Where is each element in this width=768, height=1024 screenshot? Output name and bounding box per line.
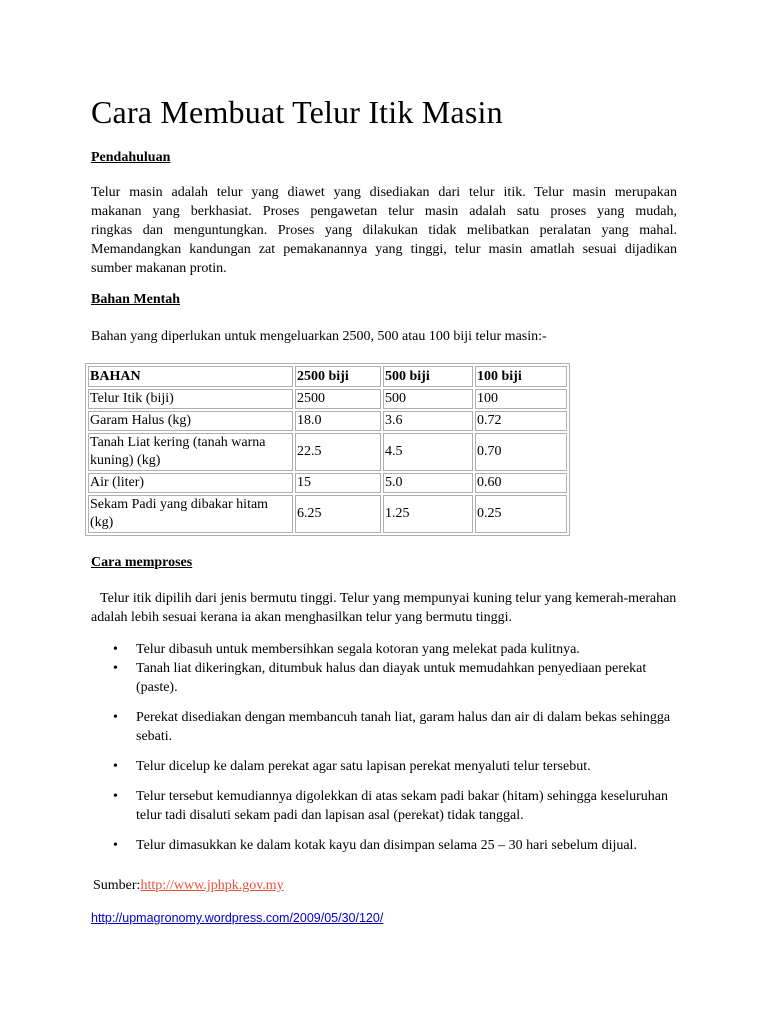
step-text: Telur dicelup ke dalam perekat agar satu lapisan perekat menyaluti telur tersebut.	[136, 759, 591, 774]
list-item	[91, 757, 681, 776]
source-label: Sumber:	[93, 878, 141, 893]
list-item	[91, 787, 681, 825]
table-cell: 100	[475, 389, 567, 409]
table-cell: Air (liter)	[88, 473, 293, 493]
intro-line: makanan yang berkhasiat. Proses pengawetan telur masin adalah satu proses yang mudah,	[91, 204, 677, 219]
source-line	[93, 876, 284, 895]
table-header-cell: 100 biji	[475, 366, 567, 387]
bullet-icon: •	[113, 710, 118, 725]
table-header-cell: BAHAN	[88, 366, 293, 387]
ingredients-table	[85, 363, 570, 536]
list-item	[91, 836, 681, 855]
table-cell: 0.72	[475, 411, 567, 431]
table-cell: Telur Itik (biji)	[88, 389, 293, 409]
step-text: Telur dibasuh untuk membersihkan segala kotoran yang melekat pada kulitnya.	[136, 642, 580, 657]
table-cell: 18.0	[295, 411, 381, 431]
bullet-icon: •	[113, 759, 118, 774]
proses-intro: Telur itik dipilih dari jenis bermutu tinggi. Telur yang mempunyai kuning telur yang kemerah-merahan adalah lebih sesuai kerana ia akan menghasilkan telur yang bermutu tinggi.	[91, 591, 677, 625]
bullet-icon: •	[113, 789, 118, 804]
table-cell: 2500	[295, 389, 381, 409]
table-cell: 500	[383, 389, 473, 409]
table-cell: 4.5	[383, 433, 473, 471]
table-cell: 15	[295, 473, 381, 493]
step-text: Telur tersebut kemudiannya digolekkan di atas sekam padi bakar (hitam) sehingga keseluruhan telur tadi disaluti sekam padi dan lapisan asal (perekat) tidak tanggal.	[136, 789, 669, 823]
intro-line: Telur masin adalah telur yang diawet yang disediakan dari telur itik. Telur masin merupakan	[91, 185, 677, 200]
table-row	[88, 495, 567, 533]
heading-cara-memproses: Cara memproses	[91, 555, 193, 570]
table-cell: Sekam Padi yang dibakar hitam (kg)	[88, 495, 293, 533]
step-text: Tanah liat dikeringkan, ditumbuk halus dan diayak untuk memudahkan penyediaan perekat (paste).	[136, 661, 647, 695]
list-item	[91, 708, 681, 746]
table-cell: 0.60	[475, 473, 567, 493]
table-cell: 0.25	[475, 495, 567, 533]
source-link-upmagronomy[interactable]: http://upmagronomy.wordpress.com/2009/05/30/120/	[91, 911, 384, 925]
source-link-jphpk[interactable]: http://www.jphpk.gov.my	[140, 878, 284, 893]
table-cell: Tanah Liat kering (tanah warna kuning) (kg)	[88, 433, 293, 471]
list-item	[91, 659, 681, 697]
intro-paragraph	[91, 183, 677, 278]
table-cell: 1.25	[383, 495, 473, 533]
heading-bahan-mentah: Bahan Mentah	[91, 292, 181, 307]
intro-line: ringkas dan menguntungkan. Proses yang dilakukan tidak melibatkan peralatan yang mahal.	[91, 223, 677, 238]
bahan-intro: Bahan yang diperlukan untuk mengeluarkan 2500, 500 atau 100 biji telur masin:-	[91, 329, 547, 344]
table-row	[88, 411, 567, 431]
table-cell: Garam Halus (kg)	[88, 411, 293, 431]
steps-list	[91, 640, 681, 855]
table-cell: 5.0	[383, 473, 473, 493]
table-cell: 22.5	[295, 433, 381, 471]
table-header-cell: 500 biji	[383, 366, 473, 387]
step-text: Telur dimasukkan ke dalam kotak kayu dan disimpan selama 25 – 30 hari sebelum dijual.	[136, 838, 637, 853]
table-header-row	[88, 366, 567, 387]
table-cell: 3.6	[383, 411, 473, 431]
table-cell: 6.25	[295, 495, 381, 533]
table-row	[88, 473, 567, 493]
bullet-icon: •	[113, 838, 118, 853]
intro-line: sumber makanan protin.	[91, 261, 227, 276]
intro-line: Memandangkan kandungan zat pemakanannya yang tinggi, telur masin amatlah sesuai dijadikan	[91, 242, 677, 257]
list-item	[91, 640, 681, 659]
table-header-cell: 2500 biji	[295, 366, 381, 387]
table-row	[88, 433, 567, 471]
bullet-icon: •	[113, 661, 118, 676]
page-title: Cara Membuat Telur Itik Masin	[91, 94, 503, 130]
table-cell: 0.70	[475, 433, 567, 471]
bullet-icon: •	[113, 642, 118, 657]
heading-pendahuluan: Pendahuluan	[91, 150, 171, 165]
step-text: Perekat disediakan dengan membancuh tanah liat, garam halus dan air di dalam bekas sehingga sebati.	[136, 710, 671, 744]
table-row	[88, 389, 567, 409]
